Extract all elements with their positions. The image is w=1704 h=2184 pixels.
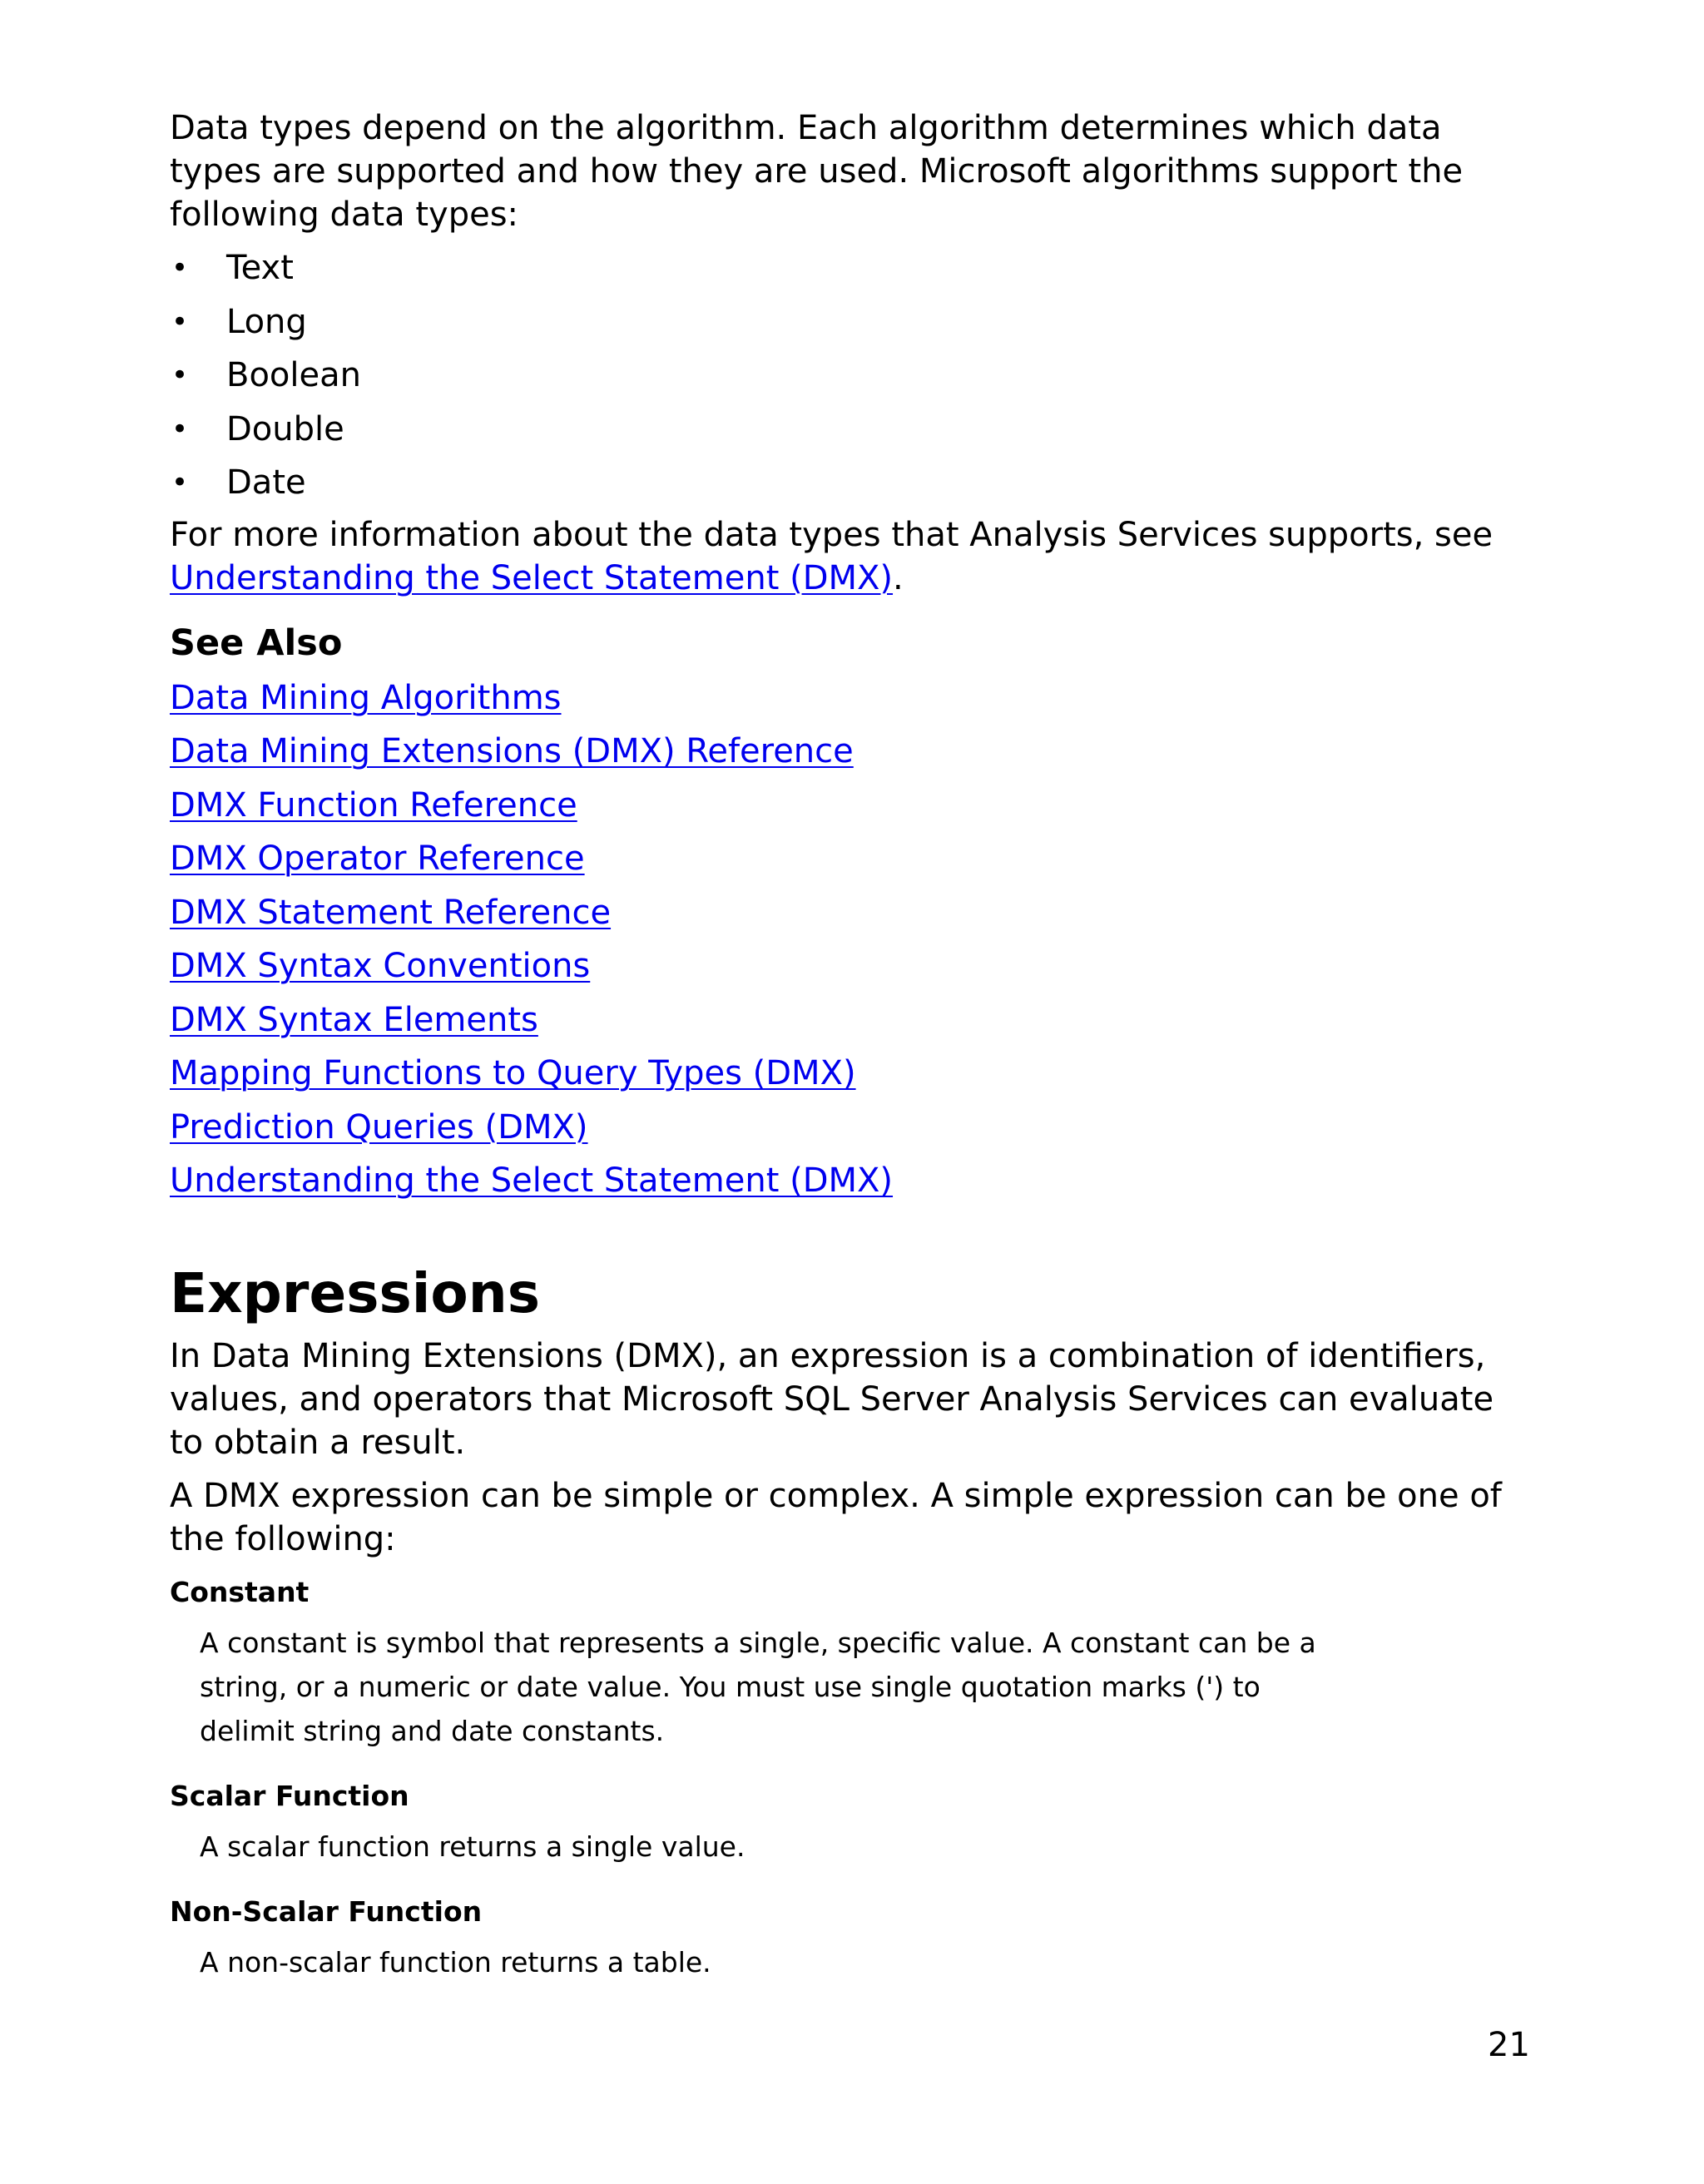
bullet-icon: •: [171, 412, 189, 446]
link-dmx-syntax-conventions[interactable]: DMX Syntax Conventions: [170, 947, 591, 985]
definition-non-scalar-function: A non-scalar function returns a table.: [200, 1945, 711, 1978]
data-type-label: Double: [226, 409, 344, 448]
see-also-heading: See Also: [170, 622, 343, 664]
list-item: [170, 456, 1534, 510]
page-number: 21: [1488, 2026, 1530, 2064]
term-scalar-function: Scalar Function: [170, 1779, 409, 1812]
see-also-links: [170, 671, 1534, 1208]
link-dmx-statement-reference[interactable]: DMX Statement Reference: [170, 893, 612, 932]
expressions-paragraph-1: In Data Mining Extensions (DMX), an expression is a combination of identifiers, values, and operators that Microsoft SQL Server Analysis Services can evaluate to obtain a result.: [170, 1336, 1494, 1462]
link-dmx-reference[interactable]: Data Mining Extensions (DMX) Reference: [170, 732, 854, 770]
more-info-period: .: [893, 558, 904, 597]
list-item: [170, 403, 1534, 457]
definition-constant: A constant is symbol that represents a single, specific value. A constant can be a string, or a numeric or date value. You must use single quotation marks (') to delimit string and date constants.: [200, 1626, 1316, 1747]
intro-paragraph: Data types depend on the algorithm. Each algorithm determines which data types are supported and how they are used. Microsoft algorithms support the following data types:: [170, 109, 1464, 234]
bullet-icon: •: [171, 466, 189, 499]
link-dmx-syntax-elements[interactable]: DMX Syntax Elements: [170, 1000, 538, 1039]
term-non-scalar-function: Non-Scalar Function: [170, 1894, 483, 1928]
expressions-paragraph-2: A DMX expression can be simple or complex. A simple expression can be one of the following:: [170, 1476, 1502, 1558]
list-item: [170, 1154, 1534, 1208]
bullet-icon: •: [171, 359, 189, 392]
list-item: [170, 295, 1534, 349]
list-item: [170, 241, 1534, 295]
link-understanding-select-statement[interactable]: Understanding the Select Statement (DMX): [170, 558, 894, 597]
list-item: [170, 1047, 1534, 1101]
list-item: [170, 671, 1534, 726]
list-item: [170, 832, 1534, 886]
list-item: [170, 725, 1534, 779]
link-data-mining-algorithms[interactable]: Data Mining Algorithms: [170, 678, 562, 717]
list-item: [170, 886, 1534, 940]
section-title: Expressions: [170, 1260, 541, 1325]
list-item: [170, 779, 1534, 833]
document-page: [170, 106, 1534, 1984]
data-type-label: Text: [226, 249, 294, 287]
list-item: [170, 939, 1534, 993]
link-dmx-operator-reference[interactable]: DMX Operator Reference: [170, 839, 585, 878]
data-types-list: [170, 241, 1534, 510]
data-type-label: Long: [226, 302, 307, 341]
more-info-text: For more information about the data types that Analysis Services supports, see: [170, 515, 1493, 554]
more-info-paragraph: [170, 513, 1534, 600]
term-constant: Constant: [170, 1575, 310, 1608]
bullet-icon: •: [171, 305, 189, 339]
link-prediction-queries[interactable]: Prediction Queries (DMX): [170, 1107, 588, 1146]
bullet-icon: •: [171, 251, 189, 285]
data-type-label: Date: [226, 463, 306, 502]
link-mapping-functions[interactable]: Mapping Functions to Query Types (DMX): [170, 1054, 856, 1092]
definition-scalar-function: A scalar function returns a single value.: [200, 1830, 746, 1863]
link-dmx-function-reference[interactable]: DMX Function Reference: [170, 785, 577, 825]
link-understanding-select[interactable]: Understanding the Select Statement (DMX): [170, 1161, 894, 1200]
list-item: [170, 993, 1534, 1047]
list-item: [170, 349, 1534, 403]
data-type-label: Boolean: [226, 356, 361, 394]
list-item: [170, 1101, 1534, 1155]
